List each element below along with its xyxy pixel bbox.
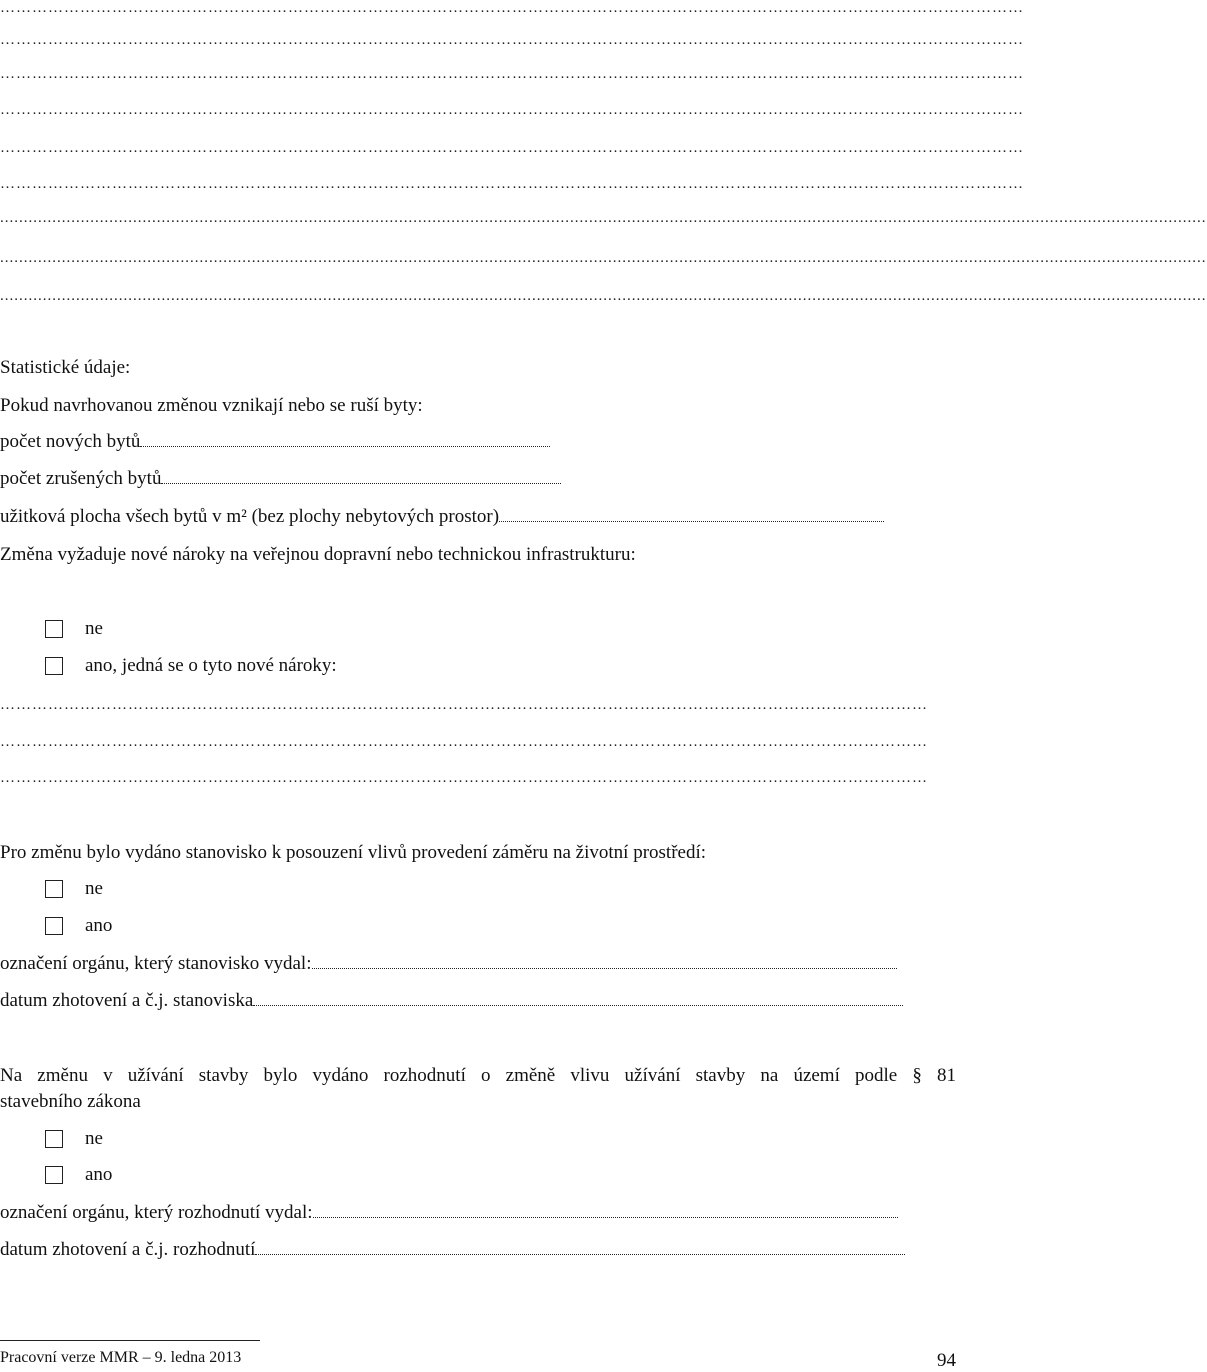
infra-dotted-line: …………………………………………………………………………………………………………………………………………………………	[0, 697, 928, 713]
infra-question: Změna vyžaduje nové nároky na veřejnou dopravní nebo technickou infrastrukturu:	[0, 544, 636, 565]
stats-heading: Statistické údaje:	[0, 357, 131, 378]
infra-ano-label: ano, jedná se o tyto nové nároky:	[85, 655, 337, 676]
dotted-line: …………………………………………………………………………………………………………………………………………………………………………	[0, 176, 1024, 192]
eia-ano-label: ano	[85, 915, 113, 936]
infra-ne-checkbox[interactable]	[45, 620, 63, 638]
decision-date-row[interactable]	[0, 1238, 905, 1262]
dotted-line: ..............................................................................................................................................................................................................................................................	[0, 250, 1207, 266]
eia-ne-checkbox[interactable]	[45, 880, 63, 898]
area-row[interactable]	[0, 505, 884, 529]
dotted-line: ..............................................................................................................................................................................................................................................................	[0, 210, 1207, 226]
new-flats-row[interactable]	[0, 430, 550, 454]
infra-dotted-line: …………………………………………………………………………………………………………………………………………………………	[0, 770, 928, 786]
decision-ne-checkbox[interactable]	[45, 1130, 63, 1148]
eia-authority-row[interactable]	[0, 952, 897, 976]
area-label: užitková plocha všech bytů v m² (bez plochy nebytových prostor)	[0, 506, 500, 527]
dotted-line: …………………………………………………………………………………………………………………………………………………………………………	[0, 66, 1024, 82]
cancelled-flats-field[interactable]	[161, 483, 561, 484]
dotted-line: …………………………………………………………………………………………………………………………………………………………………………	[0, 102, 1024, 118]
eia-date-row[interactable]	[0, 989, 903, 1013]
decision-question-line2: stavebního zákona	[0, 1091, 141, 1112]
infra-ne-label: ne	[85, 618, 103, 639]
new-flats-label: počet nových bytů	[0, 431, 141, 452]
eia-ano-checkbox[interactable]	[45, 917, 63, 935]
area-field[interactable]	[499, 521, 884, 522]
footer-rule	[0, 1340, 260, 1341]
infra-dotted-line: …………………………………………………………………………………………………………………………………………………………	[0, 734, 928, 750]
stats-intro: Pokud navrhovanou změnou vznikají nebo se ruší byty:	[0, 395, 423, 416]
decision-ano-label: ano	[85, 1164, 113, 1185]
decision-authority-label: označení orgánu, který rozhodnutí vydal:	[0, 1202, 313, 1223]
infra-ano-checkbox[interactable]	[45, 657, 63, 675]
decision-question-line1: Na změnu v užívání stavby bylo vydáno rozhodnutí o změně vlivu užívání stavby na území podle § 81	[0, 1065, 956, 1086]
eia-ne-label: ne	[85, 878, 103, 899]
cancelled-flats-label: počet zrušených bytů	[0, 468, 162, 489]
dotted-line: …………………………………………………………………………………………………………………………………………………………………………	[0, 0, 1024, 16]
footer-text: Pracovní verze MMR – 9. ledna 2013	[0, 1349, 242, 1366]
decision-authority-row[interactable]	[0, 1201, 898, 1225]
page-number: 94	[937, 1350, 956, 1371]
cancelled-flats-row[interactable]	[0, 467, 561, 491]
dotted-line: ..............................................................................................................................................................................................................................................................	[0, 288, 1207, 304]
decision-date-label: datum zhotovení a č.j. rozhodnutí	[0, 1239, 256, 1260]
new-flats-field[interactable]	[140, 446, 550, 447]
decision-date-field[interactable]	[255, 1254, 905, 1255]
eia-date-field[interactable]	[253, 1005, 903, 1006]
dotted-line: …………………………………………………………………………………………………………………………………………………………………………	[0, 32, 1024, 48]
decision-ano-checkbox[interactable]	[45, 1166, 63, 1184]
dotted-line: …………………………………………………………………………………………………………………………………………………………………………	[0, 140, 1024, 156]
eia-authority-label: označení orgánu, který stanovisko vydal:	[0, 953, 312, 974]
decision-authority-field[interactable]	[313, 1217, 898, 1218]
decision-ne-label: ne	[85, 1128, 103, 1149]
eia-question: Pro změnu bylo vydáno stanovisko k posouzení vlivů provedení záměru na životní prostředí:	[0, 842, 707, 863]
eia-authority-field[interactable]	[312, 968, 897, 969]
eia-date-label: datum zhotovení a č.j. stanoviska	[0, 990, 254, 1011]
